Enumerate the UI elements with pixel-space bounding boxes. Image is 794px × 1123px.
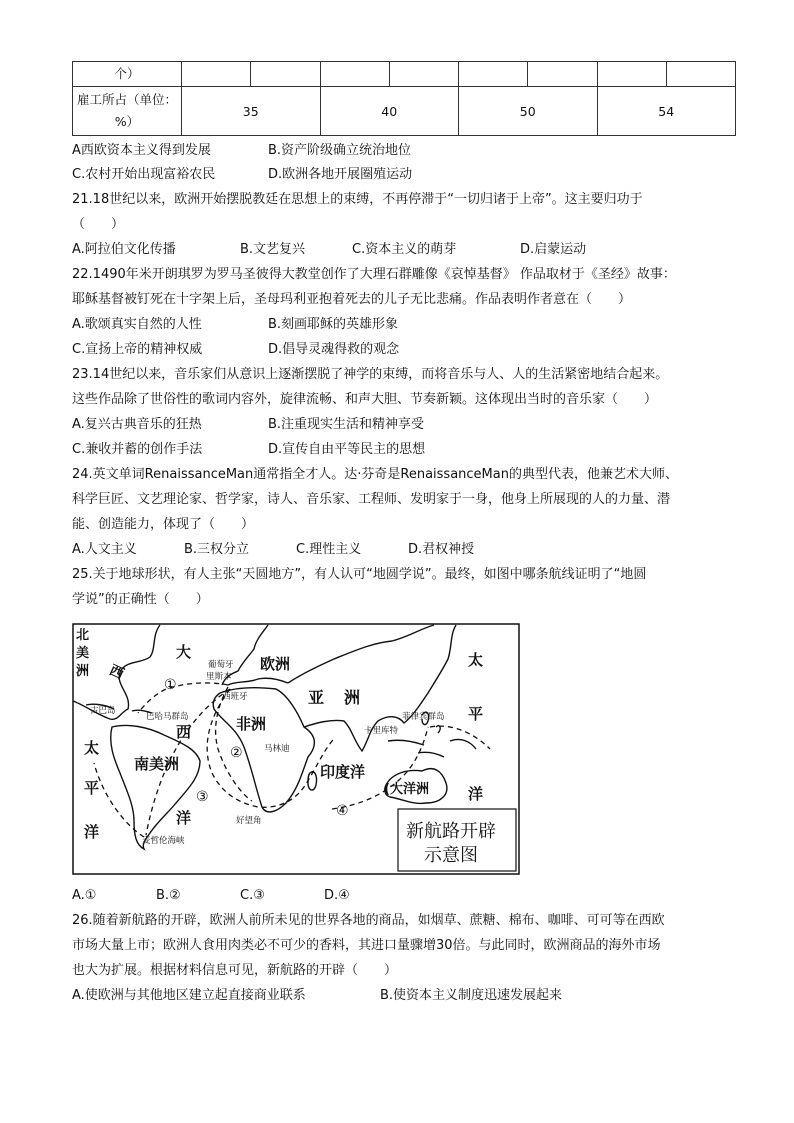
map-label-pacific-right: 平 xyxy=(468,705,484,723)
map-route-3-marker: ③ xyxy=(196,789,209,805)
q26-option-b: B.使资本主义制度迅速发展起来 xyxy=(380,988,563,1003)
table-cell: 50 xyxy=(459,87,598,136)
map-label-cape: 好望角 xyxy=(236,816,262,826)
table-cell xyxy=(597,62,666,87)
map-label-lisbon: 里斯本 xyxy=(206,672,232,682)
map-label-pacific-right: 洋 xyxy=(468,785,484,803)
table-row-header: 雇工所占（单位：%） xyxy=(73,87,182,136)
map-label-asia-2: 洲 xyxy=(344,688,361,707)
table-cell: 54 xyxy=(597,87,736,136)
map-label-south-america: 南美洲 xyxy=(134,755,180,773)
q24-stem-line1: 24.英文单词RenaissanceMan通常指全才人。达·芬奇是RenaissanceMan的典型代表，他兼艺术大师、 xyxy=(72,467,678,482)
map-route-2-marker: ② xyxy=(230,745,243,761)
map-label-bahamas: 巴哈马群岛 xyxy=(146,712,189,722)
map-label-north-america: 美 xyxy=(76,646,90,661)
q25-option-c: C.③ xyxy=(240,888,265,903)
q21-option-d: D.启蒙运动 xyxy=(520,242,587,257)
map-label-north-america: 北 xyxy=(76,628,90,643)
map-label-malindi: 马林迪 xyxy=(264,744,290,754)
q20-option-c: C.农村开始出现富裕农民 xyxy=(72,167,216,182)
q22-option-a: A.歌颂真实自然的人性 xyxy=(72,317,202,332)
map-label-magellan: 麦哲伦海峡 xyxy=(142,836,185,846)
map-label-calicut: 卡里库特 xyxy=(364,726,399,736)
q25-stem-line1: 25.关于地球形状，有人主张“天圆地方”，有人认可“地圆学说”。最终，如图中哪条航线证明了“地圆 xyxy=(72,567,647,582)
map-label-spain: 西班牙 xyxy=(222,692,248,702)
table-cell xyxy=(320,62,389,87)
map-label-cuba: 古巴岛 xyxy=(90,706,116,716)
q26-option-a: A.使欧洲与其他地区建立起直接商业联系 xyxy=(72,988,306,1003)
q21-stem-line2: （ ） xyxy=(72,217,125,232)
q21-option-b: B.文艺复兴 xyxy=(240,242,306,257)
table-row-header: 个） xyxy=(73,62,182,87)
q21-stem-line1: 21.18世纪以来，欧洲开始摆脱教廷在思想上的束缚，不再停滞于“一切归诸于上帝”。这主要归功于 xyxy=(72,192,643,207)
map-label-atlantic-da: 大 xyxy=(176,643,192,661)
map-label-pacific-left: 洋 xyxy=(84,823,100,841)
map-title-line2: 示意图 xyxy=(424,845,478,866)
table-cell xyxy=(459,62,528,87)
data-table xyxy=(72,61,736,136)
map-route-4-marker: ④ xyxy=(336,803,349,819)
q21-option-c: C.资本主义的萌芽 xyxy=(352,242,457,257)
q26-stem-line1: 26.随着新航路的开辟，欧洲人前所未见的世界各地的商品，如烟草、蔗糖、棉布、咖啡、可可等在西欧 xyxy=(72,913,665,928)
table-cell xyxy=(389,62,458,87)
map-label-africa: 非洲 xyxy=(236,715,267,733)
table-cell: 40 xyxy=(320,87,459,136)
q25-option-b: B.② xyxy=(156,888,181,903)
map-label-indian-ocean: 印度洋 xyxy=(320,763,366,781)
table-cell xyxy=(182,62,251,87)
map-label-north-america: 洲 xyxy=(76,664,90,679)
q20-option-d: D.欧洲各地开展圈殖运动 xyxy=(268,167,413,182)
q25-option-d: D.④ xyxy=(324,888,350,903)
q23-option-d: D.宣传自由平等民主的思想 xyxy=(268,442,426,457)
q20-option-a: A西欧资本主义得到发展 xyxy=(72,143,211,158)
q24-option-b: B.三权分立 xyxy=(184,542,250,557)
q24-option-a: A.人文主义 xyxy=(72,542,137,557)
q26-stem-line2: 市场大量上市；欧洲人食用肉类必不可少的香料，其进口量骤增30倍。与此同时，欧洲商品的海外市场 xyxy=(72,938,661,953)
q22-option-c: C.宣扬上帝的精神权威 xyxy=(72,342,203,357)
q22-stem-line2: 耶稣基督被钉死在十字架上后，圣母玛利亚抱着死去的儿子无比悲痛。作品表明作者意在（ ） xyxy=(72,292,632,307)
map-label-atlantic-xi-top: 西 xyxy=(106,662,127,683)
q22-stem-line1: 22.1490年米开朗琪罗为罗马圣彼得大教堂创作了大理石群雕像《哀悼基督》 作品取材于《圣经》故事： xyxy=(72,267,676,282)
q23-option-a: A.复兴古典音乐的狂热 xyxy=(72,417,202,432)
q25-option-a: A.① xyxy=(72,888,97,903)
map-label-oceania: (大洋洲 xyxy=(384,782,429,797)
q23-option-c: C.兼收并蓄的创作手法 xyxy=(72,442,203,457)
q26-stem-line3: 也大为扩展。根据材料信息可见，新航路的开辟（ ） xyxy=(72,963,398,978)
map-label-pacific-left: 平 xyxy=(84,779,100,797)
q22-option-b: B.刻画耶稣的英雄形象 xyxy=(268,317,399,332)
new-routes-map xyxy=(72,623,520,875)
map-label-asia-1: 亚 xyxy=(308,688,325,707)
map-label-philippines: 菲律宾群岛 xyxy=(402,712,445,722)
map-label-pacific-right: 太 xyxy=(468,651,484,669)
q20-option-b: B.资产阶级确立统治地位 xyxy=(268,143,412,158)
q21-option-a: A.阿拉伯文化传播 xyxy=(72,242,176,257)
table-cell xyxy=(666,62,735,87)
q23-option-b: B.注重现实生活和精神享受 xyxy=(268,417,425,432)
map-title-line1: 新航路开辟 xyxy=(406,821,496,842)
table-row xyxy=(73,87,736,136)
map-label-portugal: 葡萄牙 xyxy=(208,660,234,670)
q24-option-d: D.君权神授 xyxy=(408,542,475,557)
q22-option-d: D.倡导灵魂得救的观念 xyxy=(268,342,400,357)
map-label-pacific-left: 太 xyxy=(84,739,100,757)
table-cell: 35 xyxy=(182,87,321,136)
map-label-atlantic-yang: 洋 xyxy=(176,809,192,827)
q23-stem-line2: 这些作品除了世俗性的歌词内容外，旋律流畅、和声大胆、节奏新颖。这体现出当时的音乐家（ ） xyxy=(72,392,658,407)
map-route-1-marker: ① xyxy=(164,677,177,693)
q24-stem-line3: 能、创造能力，体现了（ ） xyxy=(72,517,255,532)
q25-stem-line2: 学说”的正确性（ ） xyxy=(72,592,209,607)
table-row xyxy=(73,62,736,87)
q24-option-c: C.理性主义 xyxy=(296,542,362,557)
map-label-atlantic-xi-mid: 西 xyxy=(176,723,192,741)
map-label-europe: 欧洲 xyxy=(260,655,291,673)
table-cell xyxy=(251,62,320,87)
q24-stem-line2: 科学巨匠、文艺理论家、哲学家，诗人、音乐家、工程师、发明家于一身，他身上所展现的人的力量、潜 xyxy=(72,492,671,507)
table-cell xyxy=(528,62,597,87)
q23-stem-line1: 23.14世纪以来，音乐家们从意识上逐渐摆脱了神学的束缚，而将音乐与人、人的生活紧密地结合起来。 xyxy=(72,367,669,382)
